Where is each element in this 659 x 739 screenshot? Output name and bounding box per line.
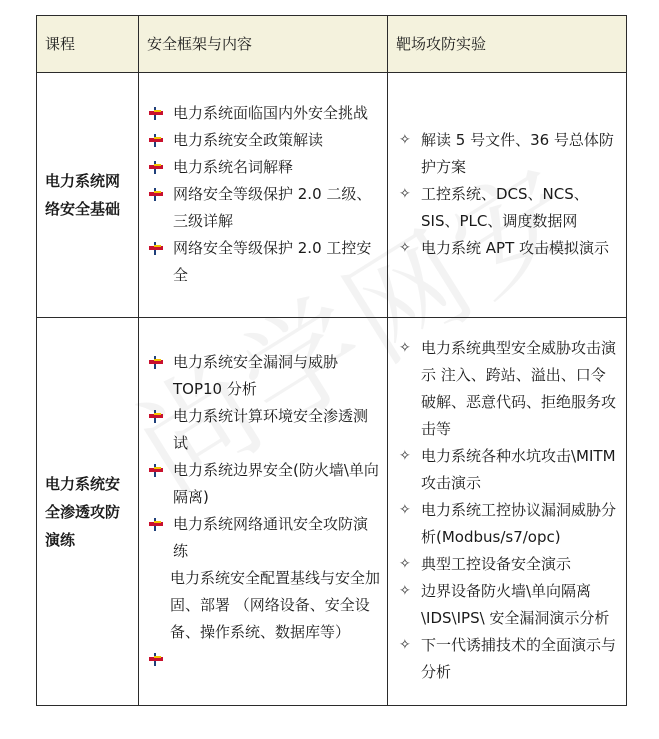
list-item [146, 349, 381, 403]
list-item-text: 典型工控设备安全演示 [421, 555, 572, 573]
diamond-bullet-icon: ✧ [399, 583, 411, 599]
course-name: 电力系统安全渗透攻防演练 [37, 318, 139, 706]
flag-bullet-icon [149, 188, 163, 201]
table-row [37, 318, 627, 706]
list-item [395, 235, 616, 262]
diamond-bullet-icon: ✧ [399, 340, 411, 356]
list-item-text: 电力系统 APT 攻击模拟演示 [421, 238, 610, 257]
framework-cell [139, 318, 388, 706]
labs-list [395, 335, 616, 686]
list-item [395, 551, 616, 578]
list-item-text: 电力系统安全漏洞与威胁TOP10 分析 [173, 352, 339, 398]
list-item [146, 457, 381, 511]
diamond-bullet-icon: ✧ [399, 131, 411, 148]
list-item [146, 235, 381, 289]
list-item-text: 电力系统边界安全(防火墙\单向隔离) [173, 460, 379, 506]
list-item-text: 网络安全等级保护 2.0 二级、三级详解 [173, 184, 372, 230]
list-item [146, 100, 381, 127]
list-item [395, 127, 616, 181]
list-item-text: 电力系统网络通讯安全攻防演练 [173, 514, 369, 560]
header-framework: 安全框架与内容 [139, 16, 388, 73]
labs-cell [388, 318, 627, 706]
list-item-text: 电力系统计算环境安全渗透测试 [173, 406, 369, 452]
framework-list [146, 349, 381, 565]
list-item-text: 电力系统工控协议漏洞威胁分析(Modbus/s7/opc) [421, 501, 617, 546]
list-item [395, 578, 616, 632]
list-item [395, 181, 616, 235]
course-table [36, 15, 627, 706]
framework-list [146, 100, 381, 289]
flag-bullet-icon [149, 653, 163, 666]
list-item-text: 下一代诱捕技术的全面演示与分析 [421, 636, 617, 681]
list-item-text: 电力系统名词解释 [173, 157, 294, 176]
flag-bullet-icon [149, 410, 163, 423]
diamond-bullet-icon: ✧ [399, 239, 411, 256]
list-item-text: 电力系统面临国内外安全挑战 [173, 103, 369, 122]
header-labs: 靶场攻防实验 [388, 16, 627, 73]
diamond-bullet-icon: ✧ [399, 556, 411, 572]
list-item [395, 632, 616, 686]
list-item [395, 443, 616, 497]
labs-list [395, 127, 616, 262]
framework-cell [139, 73, 388, 318]
header-course: 课程 [37, 16, 139, 73]
flag-bullet-icon [149, 464, 163, 477]
list-item [146, 154, 381, 181]
list-item [146, 646, 381, 673]
flag-bullet-icon [149, 134, 163, 147]
list-item-text: 解读 5 号文件、36 号总体防护方案 [421, 130, 614, 176]
list-item [395, 335, 616, 443]
list-item [146, 403, 381, 457]
header-row [37, 16, 627, 73]
table-row [37, 73, 627, 318]
list-item-text: 电力系统典型安全威胁攻击演示 注入、跨站、溢出、口令破解、恶意代码、拒绝服务攻击等 [421, 339, 617, 438]
list-item-text: 边界设备防火墙\单向隔离\IDS\IPS\ 安全漏洞演示分析 [421, 582, 610, 627]
flag-bullet-icon [149, 518, 163, 531]
list-item-text: 电力系统各种水坑攻击\MITM 攻击演示 [421, 447, 616, 492]
list-item [146, 127, 381, 154]
framework-paragraph: 电力系统安全配置基线与安全加固、部署 （网络设备、安全设备、操作系统、数据库等） [170, 568, 381, 641]
list-item-text: 网络安全等级保护 2.0 工控安全 [173, 238, 372, 284]
course-name: 电力系统网络安全基础 [37, 73, 139, 318]
labs-cell [388, 73, 627, 318]
list-item [395, 497, 616, 551]
list-item [146, 511, 381, 565]
list-item-text: 工控系统、DCS、NCS、SIS、PLC、调度数据网 [421, 184, 589, 230]
flag-bullet-icon [149, 161, 163, 174]
list-item-text: 电力系统安全政策解读 [173, 130, 324, 149]
diamond-bullet-icon: ✧ [399, 502, 411, 518]
list-item [146, 181, 381, 235]
diamond-bullet-icon: ✧ [399, 637, 411, 653]
flag-bullet-icon [149, 242, 163, 255]
flag-bullet-icon [149, 107, 163, 120]
flag-bullet-icon [149, 356, 163, 369]
diamond-bullet-icon: ✧ [399, 448, 411, 464]
diamond-bullet-icon: ✧ [399, 185, 411, 202]
